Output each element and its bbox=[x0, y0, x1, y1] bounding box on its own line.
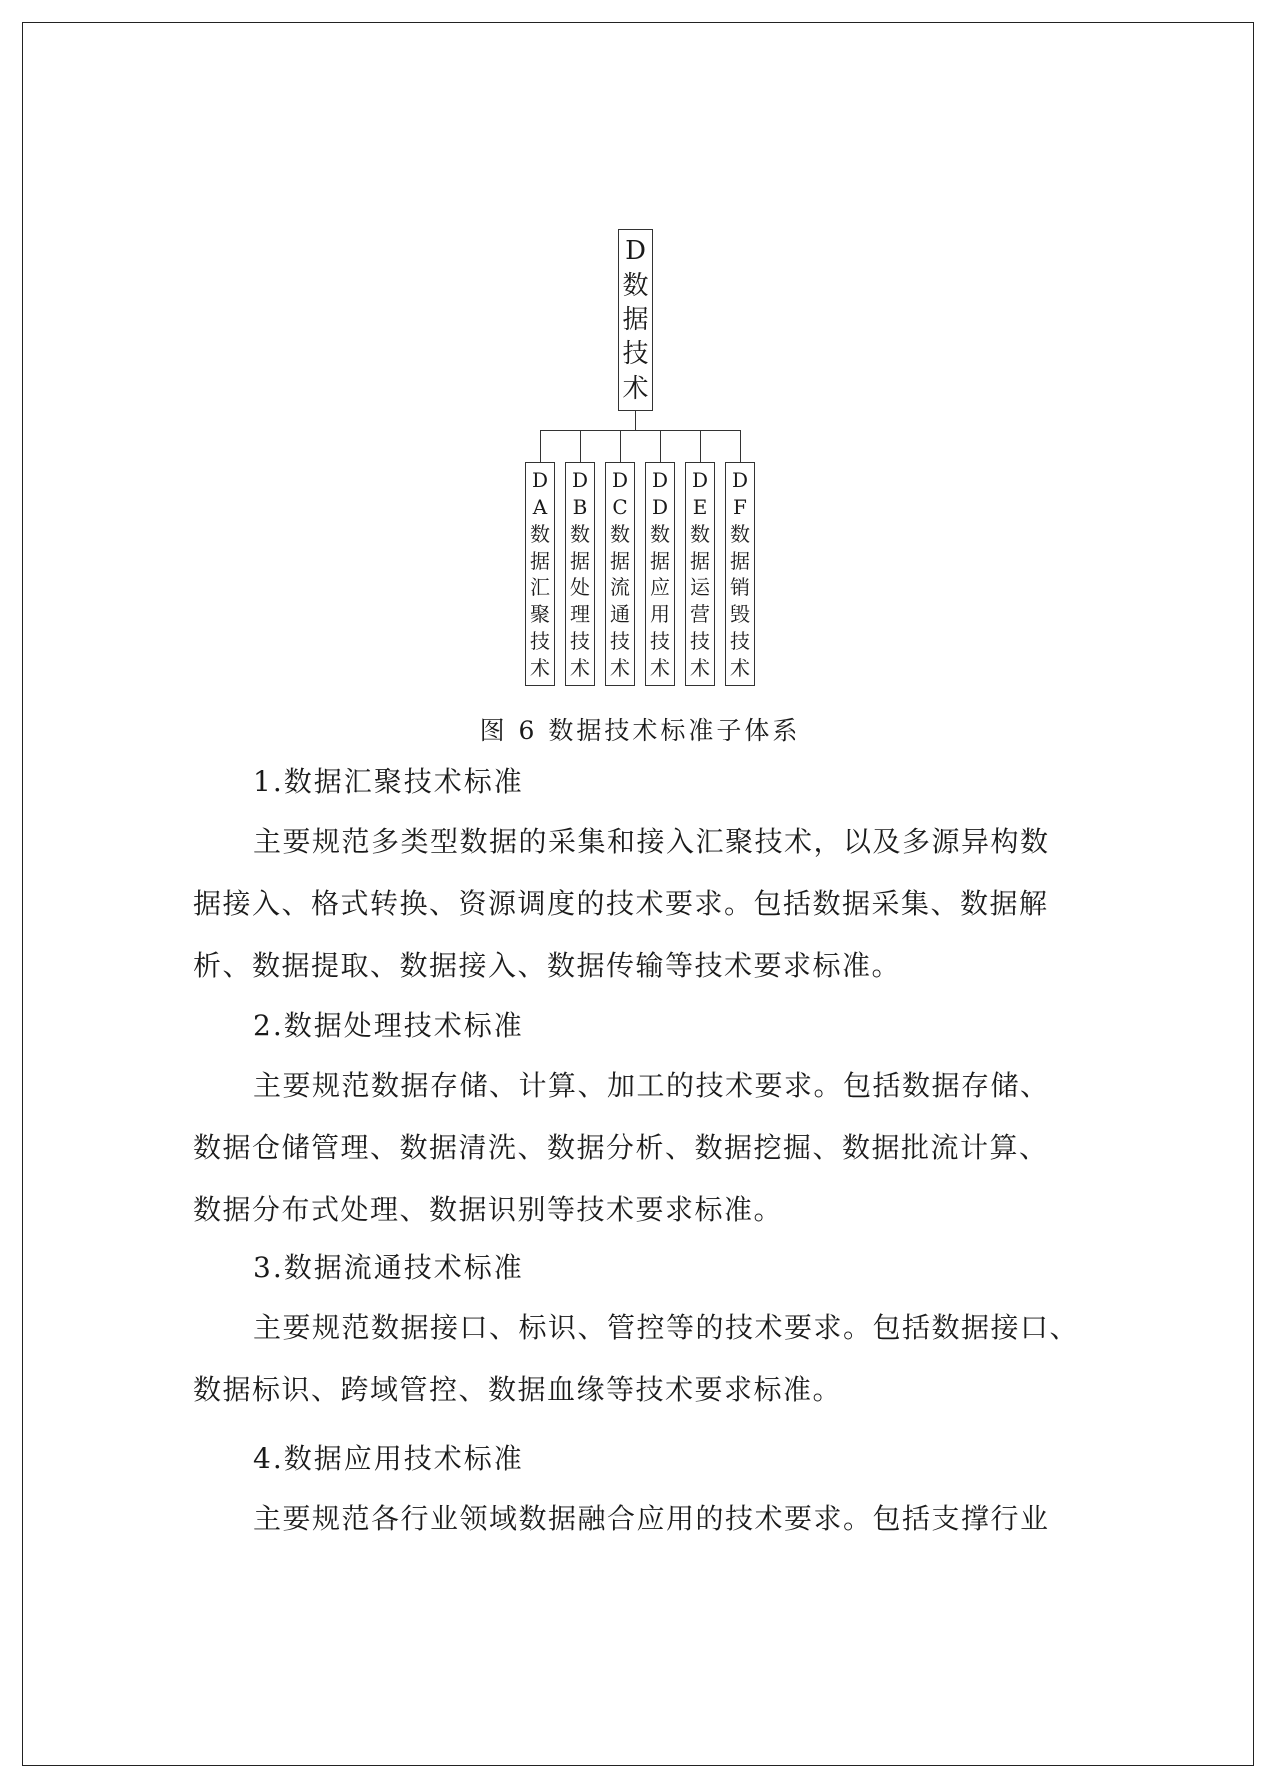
paragraph-line: 主要规范多类型数据的采集和接入汇聚技术，以及多源异构数 bbox=[253, 825, 1050, 858]
child-node-code-char: D bbox=[651, 494, 669, 519]
child-node-char: 应 bbox=[650, 575, 670, 600]
paragraph-line: 数据标识、跨域管控、数据血缘等技术要求标准。 bbox=[193, 1373, 843, 1406]
child-node-char: 据 bbox=[570, 548, 590, 573]
child-node-box bbox=[725, 462, 755, 686]
child-node-char: 营 bbox=[690, 602, 710, 627]
paragraph-line: 数据仓储管理、数据清洗、数据分析、数据挖掘、数据批流计算、 bbox=[193, 1131, 1049, 1164]
child-connector bbox=[620, 430, 621, 462]
child-node-code-char: C bbox=[612, 494, 628, 519]
child-node-char: 聚 bbox=[530, 602, 550, 627]
child-node-char: 术 bbox=[650, 656, 670, 680]
child-node-code-char: D bbox=[611, 467, 629, 492]
child-connector bbox=[660, 430, 661, 462]
section-heading: 4.数据应用技术标准 bbox=[253, 1442, 524, 1475]
child-node-char: 术 bbox=[690, 656, 710, 680]
child-node-char: 数 bbox=[690, 521, 710, 546]
child-node-code-char: D bbox=[571, 467, 589, 492]
root-connector bbox=[635, 411, 636, 430]
child-node-char: 数 bbox=[730, 521, 750, 546]
child-node-char: 流 bbox=[610, 575, 630, 600]
child-node-code-char: B bbox=[572, 494, 588, 519]
section-heading: 2.数据处理技术标准 bbox=[253, 1009, 524, 1042]
child-node-code-char: F bbox=[733, 494, 747, 519]
section-heading: 1.数据汇聚技术标准 bbox=[253, 765, 524, 798]
child-node-char: 据 bbox=[730, 548, 750, 573]
child-node-char: 数 bbox=[570, 521, 590, 546]
child-node-box bbox=[685, 462, 715, 686]
child-node-char: 数 bbox=[530, 521, 550, 546]
root-node-letter: D bbox=[625, 236, 646, 267]
child-node-char: 处 bbox=[570, 575, 590, 600]
child-node-char: 据 bbox=[650, 548, 670, 573]
child-node-char: 数 bbox=[650, 521, 670, 546]
child-node-char: 技 bbox=[730, 629, 750, 654]
child-node-char: 术 bbox=[570, 656, 590, 680]
child-node-char: 据 bbox=[610, 548, 630, 573]
child-node-box bbox=[645, 462, 675, 686]
child-node-char: 技 bbox=[530, 629, 550, 654]
child-connector bbox=[700, 430, 701, 462]
child-node-char: 数 bbox=[610, 521, 630, 546]
child-node-code-char: D bbox=[691, 467, 709, 492]
section-heading: 3.数据流通技术标准 bbox=[253, 1251, 524, 1284]
paragraph-line: 主要规范数据接口、标识、管控等的技术要求。包括数据接口、 bbox=[253, 1311, 1080, 1344]
child-node-box bbox=[525, 462, 555, 686]
child-node-char: 技 bbox=[570, 629, 590, 654]
child-node-code-char: D bbox=[531, 467, 549, 492]
child-node-code-char: D bbox=[651, 467, 669, 492]
child-node-box bbox=[605, 462, 635, 686]
paragraph-line: 析、数据提取、数据接入、数据传输等技术要求标准。 bbox=[193, 949, 902, 982]
child-node-code-char: E bbox=[692, 494, 708, 519]
child-node-code-char: A bbox=[532, 494, 548, 519]
branch-connector bbox=[540, 430, 741, 431]
root-node-char: 据 bbox=[622, 304, 649, 335]
child-node-char: 用 bbox=[650, 602, 670, 627]
child-node-char: 汇 bbox=[530, 575, 550, 600]
child-node-char: 据 bbox=[690, 548, 710, 573]
paragraph-line: 据接入、格式转换、资源调度的技术要求。包括数据采集、数据解 bbox=[193, 887, 1049, 920]
child-connector bbox=[580, 430, 581, 462]
child-node-char: 销 bbox=[730, 575, 750, 600]
child-node-char: 据 bbox=[530, 548, 550, 573]
child-connector bbox=[540, 430, 541, 462]
child-node-char: 术 bbox=[530, 656, 550, 680]
child-node-char: 运 bbox=[690, 575, 710, 600]
root-node-char: 数 bbox=[622, 270, 649, 301]
child-node-code-char: D bbox=[731, 467, 749, 492]
child-node-char: 理 bbox=[570, 602, 590, 627]
paragraph-line: 主要规范各行业领域数据融合应用的技术要求。包括支撑行业 bbox=[253, 1502, 1050, 1535]
paragraph-line: 主要规范数据存储、计算、加工的技术要求。包括数据存储、 bbox=[253, 1069, 1050, 1102]
child-node-char: 技 bbox=[610, 629, 630, 654]
figure-caption: 图 6 数据技术标准子体系 bbox=[479, 716, 801, 745]
child-node-box bbox=[565, 462, 595, 686]
child-node-char: 技 bbox=[650, 629, 670, 654]
technology-standard-diagram bbox=[0, 0, 1280, 745]
child-connector bbox=[740, 430, 741, 462]
root-node-box bbox=[618, 229, 653, 411]
child-node-char: 术 bbox=[730, 656, 750, 680]
root-node-char: 术 bbox=[622, 373, 649, 404]
paragraph-line: 数据分布式处理、数据识别等技术要求标准。 bbox=[193, 1193, 784, 1226]
child-node-char: 毁 bbox=[730, 602, 750, 627]
child-node-char: 通 bbox=[610, 602, 630, 627]
root-node-char: 技 bbox=[622, 339, 649, 370]
child-node-char: 术 bbox=[610, 656, 630, 680]
child-node-char: 技 bbox=[690, 629, 710, 654]
